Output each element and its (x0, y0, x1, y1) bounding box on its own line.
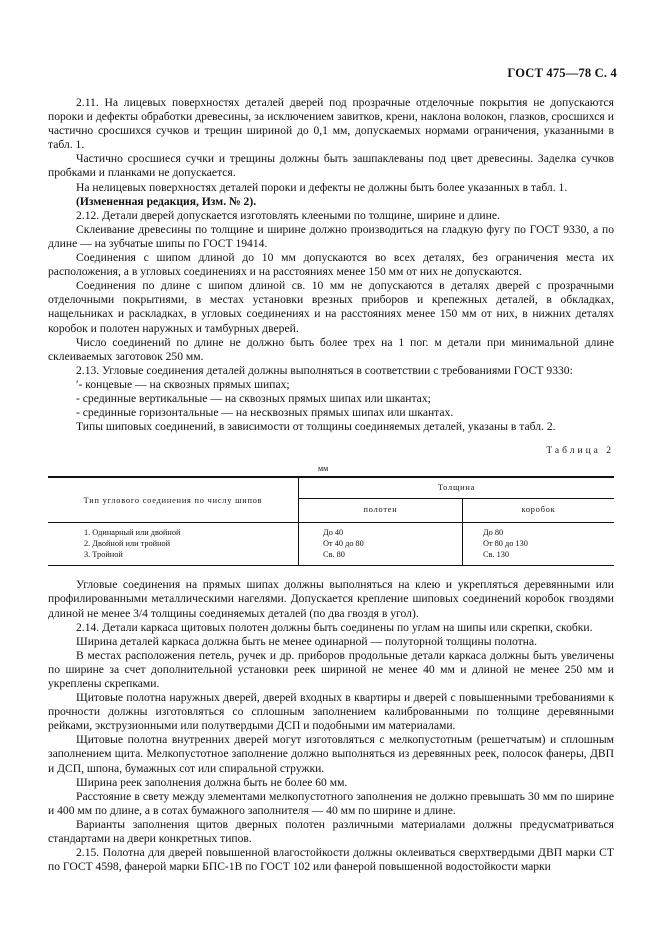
paragraph: Расстояние в свету между элементами мелкопустотного заполнения не должно превышать 30 мм по ширине и 400 мм по длине, а в сотах бумажного заполнителя — 40 мм по ширине и длине. (48, 789, 614, 817)
list-item: - срединные горизонтальные — на несквозных прямых шипах или шкантах. (76, 406, 454, 420)
paragraph: Частично сросшиеся сучки и трещины должны быть зашпаклеваны под цвет древесины. Заделка сучков пробками и планками не допускается. (48, 152, 614, 180)
paragraph: В местах расположения петель, ручек и др. приборов продольные детали каркаса должны быть увеличены по ширине за счет дополнительной установки реек шириной не менее 40 мм и длиной не менее 250 мм и укреплены скрепками. (48, 648, 614, 690)
paragraph: Щитовые полотна наружных дверей, дверей входных в квартиры и дверей с повышенными требованиями к прочности должны изготовляться со сплошным заполнением калиброванными по толщине деревянными рейками, экструзионными или полутвердыми ДСП и подобными им материалами. (48, 691, 614, 733)
paragraph: Типы шиповых соединений, в зависимости от толщины соединяемых деталей, указаны в табл. 2. (76, 420, 556, 434)
table-cell: От 40 до 80 (323, 539, 364, 549)
list-item: ′- концевые — на сквозных прямых шипах; (76, 377, 290, 391)
page-header: ГОСТ 475—78 С. 4 (507, 66, 617, 80)
table-caption: Таблица 2 (546, 446, 614, 457)
paragraph: На нелицевых поверхностях деталей пороки и дефекты не должны быть более указанных в табл. 1. (76, 180, 568, 194)
table-header-type: Тип углового соединения по числу шипов (48, 477, 299, 523)
paragraph: Склеивание древесины по толщине и ширине должно производиться на гладкую фугу по ГОСТ 9330, а по длине — на зубчатые шипы по ГОСТ 19414. (48, 222, 614, 250)
paragraph: Соединения с шипом длиной до 10 мм допускаются во всех деталях, без ограничения места их расположения, а в угловых соединениях и на расстояниях менее 150 мм от них не допускаются. (48, 251, 614, 279)
paragraph: Щитовые полотна внутренних дверей могут изготовляться с мелкопустотным (решетчатым) и сплошным заполнением щита. Мелкопустотное заполнение должно выполняться из деревянных реек, полосок фанеры, ДВП и ДСП, шпона, бумажных сот или спиральной стружки. (48, 733, 614, 775)
table-cell: 1. Одинарный или двойной (84, 528, 181, 538)
table-cell: Св. 130 (482, 550, 510, 560)
table-cell: От 80 до 130 (482, 539, 528, 549)
table-cell: 3. Тройной (84, 550, 123, 560)
paragraph-2-12: 2.12. Детали дверей допускается изготовлять клееными по толщине, ширине и длине. (76, 208, 500, 222)
paragraph-2-13: 2.13. Угловые соединения деталей должны выполняться в соответствии с требованиями ГОСТ 9330: (76, 363, 573, 377)
table-cell: Св. 80 (323, 550, 345, 560)
paragraph: Варианты заполнения щитов дверных полотен различными материалами должны предусматриваться стандартами на двери конкретных типов. (48, 817, 614, 846)
table-header-frames: коробок (462, 499, 614, 523)
table-2 (48, 476, 614, 566)
paragraph: Соединения по длине с шипом длиной св. 10 мм не допускаются в деталях дверей с прозрачными отделочными покрытиями, в местах установки врезных приборов и крепежных деталей, в обкладках, нащельниках и раскладках, в угловых соединениях и на расстояниях менее 150 мм от них, в нижних деталях коробок и полотен наружных и тамбурных дверей. (48, 279, 614, 335)
document-body (48, 96, 614, 874)
paragraph: Угловые соединения на прямых шипах должны выполняться на клею и укрепляться деревянными или профилированными металлическими нагелями. Допускается крепление шиповых соединений коробок гвоздями длиной не менее 3/4 толщины соединяемых деталей (по два гвоздя в угол). (48, 578, 614, 620)
list-item: - срединные вертикальные — на сквозных прямых шипах или шкантах; (76, 391, 431, 405)
table-col-frames (462, 523, 614, 566)
table-cell: 2. Двойной или тройной (84, 539, 171, 549)
paragraph: Число соединений по длине не должно быть более трех на 1 пог. м детали при минимальной длине склеиваемых заготовок 250 мм. (48, 335, 614, 363)
table-col-panels (299, 523, 463, 566)
paragraph-2-11: 2.11. На лицевых поверхностях деталей дверей под прозрачные отделочные покрытия не допускаются пороки и дефекты обработки древесины, за исключением завитков, крени, наклона волокон, глазков, сросшихся и частично сросшихся сучков и трещин шириной до 0,1 мм, допускаемых нормами ограничения, указанными в табл. 1. (48, 96, 614, 152)
paragraph-2-15: 2.15. Полотна для дверей повышенной влагостойкости должны оклеиваться сверхтвердыми ДВП марки СТ по ГОСТ 4598, фанерой марки БПС-1В по ГОСТ 102 или фанерой повышенной водостойкости марки (48, 846, 614, 874)
table-col-types (48, 523, 299, 566)
table-cell: До 80 (482, 528, 504, 538)
table-cell: До 40 (323, 528, 344, 538)
amendment-note: (Измененная редакция, Изм. № 2). (76, 194, 257, 208)
paragraph: Ширина деталей каркаса должна быть не менее одинарной — полуторной толщины полотна. (76, 634, 537, 648)
table-header-thickness: Толщина (299, 477, 614, 499)
table-units: мм (318, 464, 329, 474)
paragraph-2-14: 2.14. Детали каркаса щитовых полотен должны быть соединены по углам на шипы или скрепки, скобки. (76, 620, 593, 634)
table-header-panels: полотен (299, 499, 463, 523)
paragraph: Ширина реек заполнения должна быть не более 60 мм. (76, 775, 348, 789)
